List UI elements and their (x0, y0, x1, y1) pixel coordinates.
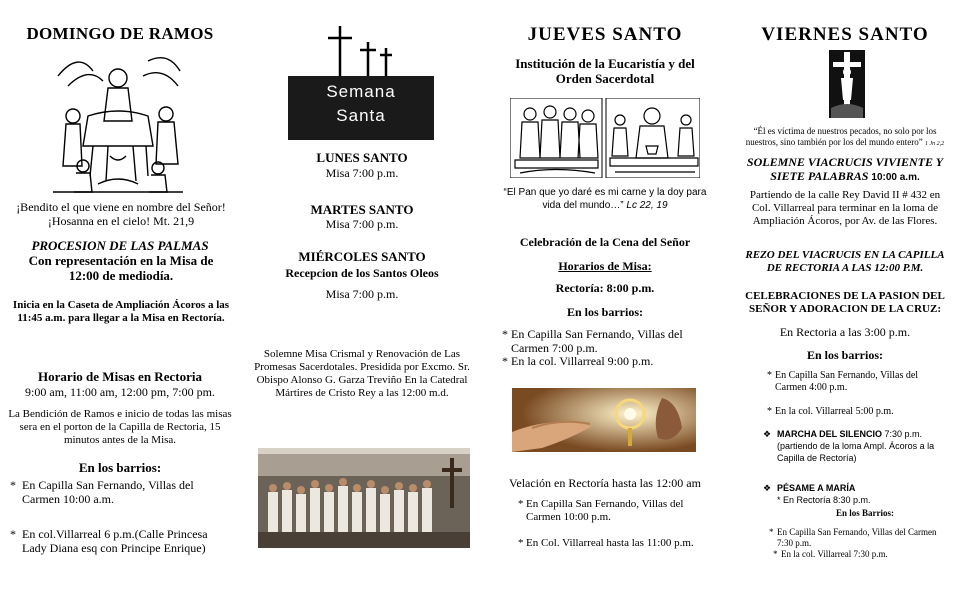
logo-line-1: Semana (326, 82, 396, 101)
palm-sunday-illustration (48, 46, 188, 194)
miercoles-time: Misa 7:00 p.m. (325, 287, 399, 301)
velacion-item: * En Capilla San Fernando, Villas del Carmen 10:00 p.m. (518, 498, 714, 524)
martes-time: Misa 7:00 p.m. (325, 217, 399, 231)
pesame-title: PÉSAME A MARÍA (777, 483, 856, 493)
semana-santa-logo (288, 22, 434, 140)
horarios-title: Horarios de Misa: (558, 259, 652, 273)
horario-title: Horario de Misas en Rectoria (38, 369, 202, 384)
barrios-title: En los barrios: (78, 460, 162, 475)
marcha-detail: (partiendo de la loma Ampl. Ácoros a la Capilla de Rectoría) (777, 441, 935, 463)
rectoria-time: En Rectoria a las 3:00 p.m. (779, 325, 911, 339)
pesame-barrio-text: En la col. Villarreal 7:30 p.m. (781, 549, 888, 559)
viacrucis-title: SOLEMNE VIACRUCIS VIVIENTE Y SIETE PALABRAS (746, 155, 944, 183)
pesame-rectoria-line: * En Rectoría 8:30 p.m. (777, 495, 871, 505)
domingo-title: DOMINGO DE RAMOS (26, 24, 214, 43)
rectoria-text: Rectoría: 8:00 p.m. (555, 281, 655, 295)
barrio-text: En Capilla San Fernando, Villas del Carmen 10:00 a.m. (22, 478, 194, 506)
quote-line-1: ¡Bendito el que viene en nombre del Señor! (16, 200, 226, 214)
logo-line-2: Santa (336, 106, 386, 125)
celebraciones-text: CELEBRACIONES DE LA PASION DEL SEÑOR Y ADORACION DE LA CRUZ: (745, 290, 945, 315)
diamond-bullet-icon: ❖ (763, 483, 772, 493)
velacion-item-text: En Capilla San Fernando, Villas del Carmen 10:00 p.m. (526, 498, 684, 523)
barrio-item: * En col.Villarreal 6 p.m.(Calle Princesa Lady Diana esq con Principe Enrique) (10, 527, 232, 555)
jueves-quote: “El Pan que yo daré es mi carne y la doy para vida del mundo…” (503, 187, 707, 211)
crucifix-illustration (827, 48, 867, 120)
marcha-time: 7:30 p.m. (884, 429, 923, 439)
barrio-item: * En Capilla San Fernando, Villas del Carmen 10:00 a.m. (10, 478, 232, 506)
barrio-item: * En la col. Villarreal 9:00 p.m. (502, 354, 712, 368)
barrio-item: * En Capilla San Fernando, Villas del Carmen 7:00 p.m. (502, 327, 712, 355)
viacrucis-time: 10:00 a.m. (871, 172, 920, 183)
barrio-item: * En Capilla San Fernando, Villas del Carmen 4:00 p.m. (767, 370, 947, 394)
lunes-time: Misa 7:00 p.m. (325, 166, 399, 180)
last-supper-illustration (510, 98, 700, 178)
rezo-text: REZO DEL VIACRUCIS EN LA CAPILLA DE RECTORIA A LAS 12:00 P.M. (745, 249, 945, 274)
velacion-item: * En Col. Villarreal hasta las 11:00 p.m. (518, 537, 714, 550)
martes-title: MARTES SANTO (310, 202, 414, 217)
velacion-item-text: En Col. Villarreal hasta las 11:00 p.m. (526, 537, 694, 549)
pesame-barrio-text: En Capilla San Fernando, Villas del Carmen 7:30 p.m. (777, 527, 937, 548)
marcha-title: MARCHA DEL SILENCIO (777, 429, 883, 439)
eucharist-photo (512, 388, 696, 452)
column-viernes-santo (735, 0, 955, 594)
barrio-text: En la col. Villarreal 5:00 p.m. (775, 406, 894, 417)
velacion-text: Velación en Rectoría hasta las 12:00 am (509, 476, 701, 490)
column-jueves-santo (490, 0, 720, 594)
miercoles-title: MIÉRCOLES SANTO (298, 249, 426, 264)
column-semana-santa (248, 0, 476, 594)
jueves-subtitle: Institución de la Eucaristía y del Orden Sacerdotal (515, 56, 695, 86)
miercoles-subtitle: Recepcion de los Santos Oleos (285, 266, 439, 280)
bendicion-text: La Bendición de Ramos e inicio de todas las misas sera en el porton de la Capilla de Rectoria, 15 minutos antes de la Misa. (8, 408, 232, 446)
barrio-text: En Capilla San Fernando, Villas del Carmen 7:00 p.m. (511, 327, 683, 355)
quote-line-2: ¡Hosanna en el cielo! Mt. 21,9 (47, 214, 195, 228)
horario-times: 9:00 am, 11:00 am, 12:00 pm, 7:00 pm. (25, 385, 215, 399)
diamond-bullet-icon: ❖ (763, 429, 772, 439)
viernes-quote-ref: 1 Jn 2,2 (925, 141, 945, 147)
barrio-text: En la col. Villarreal 9:00 p.m. (511, 354, 654, 368)
inicia-text: Inicia en la Caseta de Ampliación Ácoros a las 11:45 a.m. para llegar a la Misa en Rectoría. (12, 299, 230, 324)
pesame-item (763, 482, 953, 506)
priests-photo (258, 448, 470, 548)
jueves-quote-ref: Lc 22, 19 (626, 200, 668, 211)
viernes-quote: “Él es víctima de nuestros pecados, no solo por los nuestros, sino también por los del mundo entero” (745, 126, 937, 147)
pesame-barrios: En los Barrios: (835, 508, 894, 518)
jueves-title: JUEVES SANTO (527, 24, 683, 45)
marcha-item (763, 428, 953, 464)
rectoria-time (490, 281, 720, 295)
viernes-title: VIERNES SANTO (761, 24, 929, 45)
barrio-text: En col.Villarreal 6 p.m.(Calle Princesa Lady Diana esq con Principe Enrique) (22, 527, 208, 555)
celebracion-text: Celebración de la Cena del Señor (519, 235, 691, 249)
pesame-rectoria: En Rectoría 8:30 p.m. (783, 495, 871, 505)
procesion-title: PROCESION DE LAS PALMAS (31, 238, 209, 253)
lunes-title: LUNES SANTO (316, 150, 408, 165)
column-domingo-de-ramos (0, 0, 240, 594)
pesame-barrio-item: * En la col. Villarreal 7:30 p.m. (773, 549, 949, 560)
pesame-barrio-item: * En Capilla San Fernando, Villas del Carmen 7:30 p.m. (769, 527, 949, 549)
barrio-item: * En la col. Villarreal 5:00 p.m. (767, 406, 947, 418)
barrio-text: En Capilla San Fernando, Villas del Carmen 4:00 p.m. (775, 370, 919, 393)
barrios-title: En los barrios: (806, 348, 883, 362)
procesion-subtitle: Con representación en la Misa de 12:00 de mediodía. (28, 253, 214, 283)
crismal-text: Solemne Misa Crismal y Renovación de Las Promesas Sacerdotales. Presidida por Excmo. Sr. Obispo Alonso G. Garza Treviño En la Catedral Mártires de Cristo Rey a las 12:00 m.d. (254, 348, 470, 399)
barrios-title: En los barrios: (566, 305, 643, 319)
partiendo-text: Partiendo de la calle Rey David II # 432 en Col. Villarreal para terminar en la loma de Ampliación Ácoros, por Av. de las Flores. (749, 189, 941, 227)
